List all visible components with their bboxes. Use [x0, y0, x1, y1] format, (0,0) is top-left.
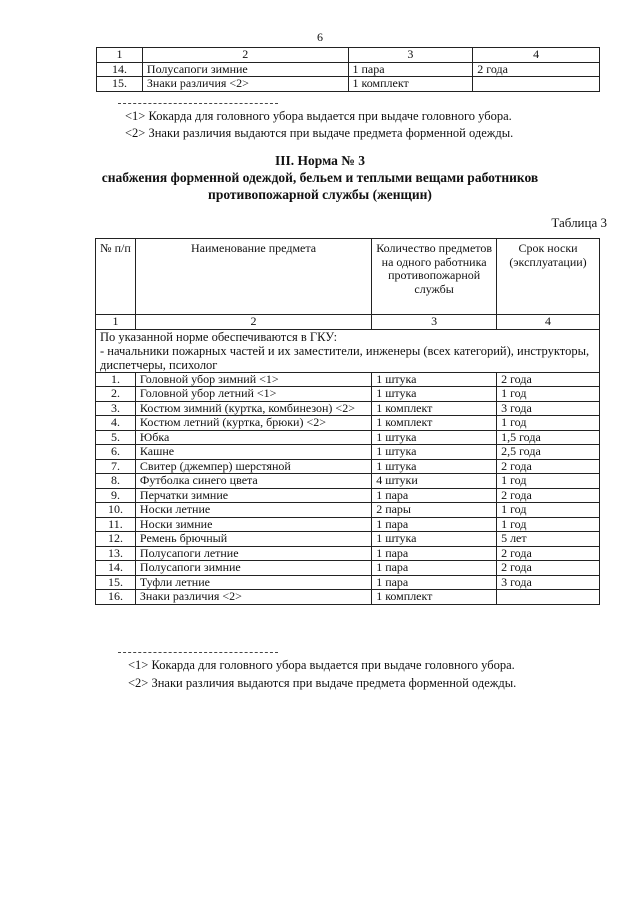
item-name: Знаки различия <2> [142, 77, 348, 92]
item-term: 1 год [497, 387, 600, 402]
row-index: 6. [96, 445, 136, 460]
table-row [96, 372, 600, 387]
item-quantity: 1 пара [372, 517, 497, 532]
table-row [96, 590, 600, 605]
footnote-1: <1> Кокарда для головного убора выдается при выдаче головного убора. [128, 658, 515, 672]
row-index: 4. [96, 416, 136, 431]
item-term [473, 77, 600, 92]
table-header-row [97, 48, 600, 63]
table-continuation [96, 47, 600, 92]
item-name: Головной убор зимний <1> [135, 372, 371, 387]
item-quantity: 1 пара [348, 62, 473, 77]
col-number-3: 3 [372, 315, 497, 330]
table-row [96, 488, 600, 503]
header-quantity: Количество предметов на одного работника противопожарной службы [372, 239, 497, 315]
item-name: Знаки различия <2> [135, 590, 371, 605]
item-quantity: 2 пары [372, 503, 497, 518]
col-number-2: 2 [142, 48, 348, 63]
item-quantity: 1 штука [372, 372, 497, 387]
footnote-1: <1> Кокарда для головного убора выдается при выдаче головного убора. [125, 109, 512, 123]
table-row [96, 459, 600, 474]
item-quantity: 1 пара [372, 561, 497, 576]
item-name: Полусапоги зимние [135, 561, 371, 576]
row-index: 9. [96, 488, 136, 503]
row-index: 15. [97, 77, 143, 92]
table-header-row [96, 239, 600, 315]
item-quantity: 1 штука [372, 445, 497, 460]
item-term: 3 года [497, 401, 600, 416]
table-row [96, 517, 600, 532]
item-term [497, 590, 600, 605]
row-index: 10. [96, 503, 136, 518]
item-name: Носки зимние [135, 517, 371, 532]
item-quantity: 1 комплект [372, 401, 497, 416]
table-row [96, 401, 600, 416]
header-number: № п/п [96, 239, 136, 315]
item-name: Туфли летние [135, 575, 371, 590]
table-row [96, 387, 600, 402]
item-term: 1 год [497, 503, 600, 518]
table-row [96, 546, 600, 561]
item-quantity: 1 пара [372, 488, 497, 503]
item-name: Полусапоги летние [135, 546, 371, 561]
table-note-line1: По указанной норме обеспечиваются в ГКУ: [100, 329, 338, 344]
footnote-2: <2> Знаки различия выдаются при выдаче предмета форменной одежды. [128, 676, 517, 690]
col-number-1: 1 [96, 315, 136, 330]
item-quantity: 1 штука [372, 430, 497, 445]
row-index: 11. [96, 517, 136, 532]
col-number-2: 2 [135, 315, 371, 330]
table-row [97, 62, 600, 77]
item-name: Перчатки зимние [135, 488, 371, 503]
item-name: Носки летние [135, 503, 371, 518]
item-term: 2 года [497, 546, 600, 561]
row-index: 7. [96, 459, 136, 474]
item-quantity: 1 штука [372, 387, 497, 402]
section-subtitle-line1: снабжения форменной одеждой, бельем и теплыми вещами работников [101, 170, 539, 185]
row-index: 16. [96, 590, 136, 605]
table-row [97, 77, 600, 92]
col-number-3: 3 [348, 48, 473, 63]
item-name: Футболка синего цвета [135, 474, 371, 489]
item-name: Полусапоги зимние [142, 62, 348, 77]
item-term: 2 года [497, 372, 600, 387]
item-term: 3 года [497, 575, 600, 590]
table-row [96, 416, 600, 431]
table-main [95, 238, 600, 605]
table-row [96, 430, 600, 445]
item-term: 1 год [497, 474, 600, 489]
item-name: Костюм зимний (куртка, комбинезон) <2> [135, 401, 371, 416]
item-term: 2 года [497, 561, 600, 576]
item-term: 2 года [497, 459, 600, 474]
item-name: Кашне [135, 445, 371, 460]
table-note [96, 329, 600, 372]
page-number: 6 [317, 30, 323, 44]
row-index: 2. [96, 387, 136, 402]
item-term: 1 год [497, 517, 600, 532]
item-quantity: 1 штука [372, 532, 497, 547]
table-label: Таблица 3 [551, 215, 607, 230]
footnote-separator [118, 103, 278, 104]
item-name: Юбка [135, 430, 371, 445]
section-subtitle-line2: противопожарной службы (женщин) [208, 187, 432, 202]
row-index: 3. [96, 401, 136, 416]
table-note-row [96, 329, 600, 372]
table-row [96, 503, 600, 518]
item-term: 2 года [473, 62, 600, 77]
table-row [96, 561, 600, 576]
item-quantity: 1 комплект [372, 416, 497, 431]
item-quantity: 1 пара [372, 546, 497, 561]
col-number-1: 1 [97, 48, 143, 63]
item-name: Головной убор летний <1> [135, 387, 371, 402]
item-term: 1 год [497, 416, 600, 431]
row-index: 5. [96, 430, 136, 445]
item-term: 1,5 года [497, 430, 600, 445]
col-number-4: 4 [497, 315, 600, 330]
item-term: 5 лет [497, 532, 600, 547]
table-row [96, 474, 600, 489]
row-index: 14. [97, 62, 143, 77]
row-index: 1. [96, 372, 136, 387]
item-name: Костюм летний (куртка, брюки) <2> [135, 416, 371, 431]
table-number-row [96, 315, 600, 330]
footnote-2: <2> Знаки различия выдаются при выдаче предмета форменной одежды. [125, 126, 514, 140]
item-term: 2,5 года [497, 445, 600, 460]
item-quantity: 1 комплект [372, 590, 497, 605]
footnote-separator [118, 652, 278, 653]
table-row [96, 575, 600, 590]
item-term: 2 года [497, 488, 600, 503]
item-quantity: 1 штука [372, 459, 497, 474]
header-term: Срок носки (эксплуатации) [497, 239, 600, 315]
item-quantity: 1 комплект [348, 77, 473, 92]
section-title: III. Норма № 3 [275, 153, 365, 168]
row-index: 13. [96, 546, 136, 561]
item-name: Свитер (джемпер) шерстяной [135, 459, 371, 474]
item-quantity: 4 штуки [372, 474, 497, 489]
item-quantity: 1 пара [372, 575, 497, 590]
item-name: Ремень брючный [135, 532, 371, 547]
table-row [96, 445, 600, 460]
header-item-name: Наименование предмета [135, 239, 371, 315]
row-index: 15. [96, 575, 136, 590]
row-index: 8. [96, 474, 136, 489]
col-number-4: 4 [473, 48, 600, 63]
row-index: 14. [96, 561, 136, 576]
table-note-line2: - начальники пожарных частей и их заместители, инженеры (всех категорий), инструкторы, диспетчеры, психолог [100, 343, 590, 372]
row-index: 12. [96, 532, 136, 547]
table-row [96, 532, 600, 547]
